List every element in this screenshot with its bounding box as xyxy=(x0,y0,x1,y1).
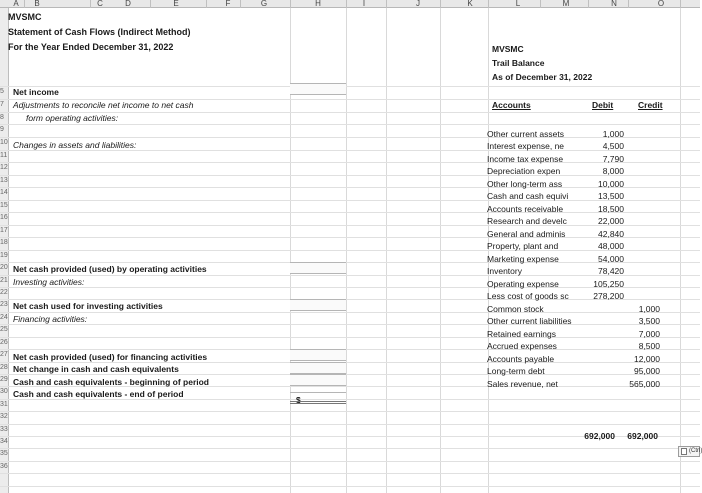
tb-debit: 105,250 xyxy=(593,279,624,289)
tb-account: Inventory xyxy=(487,266,522,276)
tb-account: Less cost of goods sc xyxy=(487,291,569,301)
row-number[interactable]: 7 xyxy=(0,101,4,108)
tb-credit: 7,000 xyxy=(638,329,660,339)
tb-account: Long-term debt xyxy=(487,366,545,376)
tb-title: Trail Balance xyxy=(492,58,545,68)
row-number[interactable]: 26 xyxy=(0,339,8,346)
row-number[interactable]: 8 xyxy=(0,114,4,121)
tb-header-accounts: Accounts xyxy=(492,100,531,110)
tb-account: Other current assets xyxy=(487,129,565,139)
tb-account: Retained earnings xyxy=(487,329,556,339)
column-header-e[interactable]: E xyxy=(173,0,179,8)
investing-label: Investing activities: xyxy=(13,277,85,287)
investing-total-input[interactable] xyxy=(290,299,346,311)
tb-debit: 278,200 xyxy=(593,291,624,301)
tb-account: Accounts payable xyxy=(487,354,555,364)
statement-period: For the Year Ended December 31, 2022 xyxy=(8,42,174,52)
tb-credit: 565,000 xyxy=(629,379,660,389)
column-header-i[interactable]: I xyxy=(362,0,366,8)
tb-account: Income tax expense xyxy=(487,154,564,164)
row-number[interactable]: 20 xyxy=(0,264,8,271)
tb-credit: 3,500 xyxy=(638,316,660,326)
column-header-d[interactable]: D xyxy=(125,0,131,8)
tb-account: Cash and cash equivi xyxy=(487,191,569,201)
adjustments-label: Adjustments to reconcile net income to net cash xyxy=(13,100,194,110)
column-header-m[interactable]: M xyxy=(562,0,570,8)
net-change-label: Net change in cash and cash equivalents xyxy=(13,364,179,374)
tb-total-credit: 692,000 xyxy=(627,431,658,441)
tb-account: Property, plant and xyxy=(487,241,559,251)
tb-account: Depreciation expen xyxy=(487,166,561,176)
column-header-g[interactable]: G xyxy=(260,0,268,8)
tb-account: General and adminis xyxy=(487,229,566,239)
row-number[interactable]: 11 xyxy=(0,152,8,159)
cash-ending-label: Cash and cash equivalents - end of period xyxy=(13,389,184,399)
tb-debit: 48,000 xyxy=(598,241,624,251)
row-number[interactable]: 31 xyxy=(0,401,8,408)
tb-date: As of December 31, 2022 xyxy=(492,72,593,82)
column-header-n[interactable]: N xyxy=(611,0,617,8)
row-number[interactable]: 24 xyxy=(0,314,8,321)
tb-company: MVSMC xyxy=(492,44,524,54)
cash-ending-input[interactable] xyxy=(290,392,346,404)
column-header-o[interactable]: O xyxy=(657,0,665,8)
tb-header-credit: Credit xyxy=(638,100,663,110)
paste-options-button[interactable] xyxy=(678,446,700,457)
column-header-f[interactable]: F xyxy=(225,0,231,8)
row-number[interactable]: 19 xyxy=(0,252,8,259)
cash-beginning-input[interactable] xyxy=(290,374,346,386)
row-number[interactable]: 17 xyxy=(0,227,8,234)
row-number[interactable]: 28 xyxy=(0,364,8,371)
tb-account: Common stock xyxy=(487,304,544,314)
row-number[interactable]: 25 xyxy=(0,326,8,333)
paste-options-label: (Ctrl) xyxy=(689,448,702,454)
row-number[interactable]: 5 xyxy=(0,88,4,95)
tb-debit: 1,000 xyxy=(602,129,624,139)
row-number[interactable]: 21 xyxy=(0,277,8,284)
tb-account: Interest expense, ne xyxy=(487,141,565,151)
column-header-l[interactable]: L xyxy=(515,0,521,8)
row-number[interactable]: 34 xyxy=(0,438,8,445)
row-number[interactable]: 14 xyxy=(0,189,8,196)
adjustments-label-cont: form operating activities: xyxy=(26,113,119,123)
tb-debit: 4,500 xyxy=(602,141,624,151)
tb-debit: 54,000 xyxy=(598,254,624,264)
tb-debit: 10,000 xyxy=(598,179,624,189)
row-number[interactable]: 33 xyxy=(0,426,8,433)
tb-account: Sales revenue, net xyxy=(487,379,558,389)
tb-credit: 8,500 xyxy=(638,341,660,351)
tb-debit: 8,000 xyxy=(602,166,624,176)
column-header-bar xyxy=(0,0,700,8)
row-number[interactable]: 15 xyxy=(0,202,8,209)
changes-label: Changes in assets and liabilities: xyxy=(13,140,137,150)
column-header-a[interactable]: A xyxy=(13,0,19,8)
tb-total-debit: 692,000 xyxy=(584,431,615,441)
tb-account: Accounts receivable xyxy=(487,204,564,214)
row-number[interactable]: 35 xyxy=(0,450,8,457)
row-number[interactable]: 36 xyxy=(0,463,8,470)
dollar-sign: $ xyxy=(296,395,301,405)
row-number[interactable]: 32 xyxy=(0,413,8,420)
tb-account: Marketing expense xyxy=(487,254,559,264)
row-number[interactable]: 9 xyxy=(0,126,4,133)
tb-account: Other current liabilities xyxy=(487,316,572,326)
cash-beginning-label: Cash and cash equivalents - beginning of period xyxy=(13,377,209,387)
column-header-k[interactable]: K xyxy=(467,0,473,8)
clipboard-icon xyxy=(681,448,687,455)
tb-credit: 1,000 xyxy=(638,304,660,314)
financing-total-input[interactable] xyxy=(290,349,346,361)
operating-total-label: Net cash provided (used) by operating activities xyxy=(13,264,207,274)
investing-total-label: Net cash used for investing activities xyxy=(13,301,163,311)
row-number[interactable]: 27 xyxy=(0,351,8,358)
tb-debit: 13,500 xyxy=(598,191,624,201)
tb-debit: 78,420 xyxy=(598,266,624,276)
tb-account: Operating expense xyxy=(487,279,559,289)
column-header-b[interactable]: B xyxy=(34,0,40,8)
tb-credit: 95,000 xyxy=(634,366,660,376)
tb-account: Other long-term ass xyxy=(487,179,563,189)
tb-header-debit: Debit xyxy=(592,100,614,110)
row-number[interactable]: 16 xyxy=(0,214,8,221)
tb-debit: 18,500 xyxy=(598,204,624,214)
financing-label: Financing activities: xyxy=(13,314,88,324)
tb-debit: 42,840 xyxy=(598,229,624,239)
tb-account: Accrued expenses xyxy=(487,341,557,351)
column-header-c[interactable]: C xyxy=(97,0,103,8)
column-header-j[interactable]: J xyxy=(416,0,420,8)
tb-debit: 7,790 xyxy=(602,154,624,164)
row-number[interactable]: 12 xyxy=(0,164,8,171)
row-number[interactable]: 30 xyxy=(0,388,8,395)
row-number[interactable]: 23 xyxy=(0,301,8,308)
row-number[interactable]: 13 xyxy=(0,177,8,184)
tb-debit: 22,000 xyxy=(598,216,624,226)
column-header-h[interactable]: H xyxy=(315,0,321,8)
row-number[interactable]: 18 xyxy=(0,239,8,246)
row-number[interactable]: 10 xyxy=(0,139,8,146)
net-income-label: Net income xyxy=(13,87,59,97)
tb-credit: 12,000 xyxy=(634,354,660,364)
row-number[interactable]: 22 xyxy=(0,289,8,296)
net-change-input[interactable] xyxy=(290,362,346,374)
tb-account: Research and develc xyxy=(487,216,567,226)
operating-total-input[interactable] xyxy=(290,262,346,274)
statement-company: MVSMC xyxy=(8,12,42,22)
statement-title: Statement of Cash Flows (Indirect Method) xyxy=(8,27,191,37)
financing-total-label: Net cash provided (used) for financing activities xyxy=(13,352,208,362)
row-number[interactable]: 29 xyxy=(0,376,8,383)
net-income-input[interactable] xyxy=(290,83,346,95)
